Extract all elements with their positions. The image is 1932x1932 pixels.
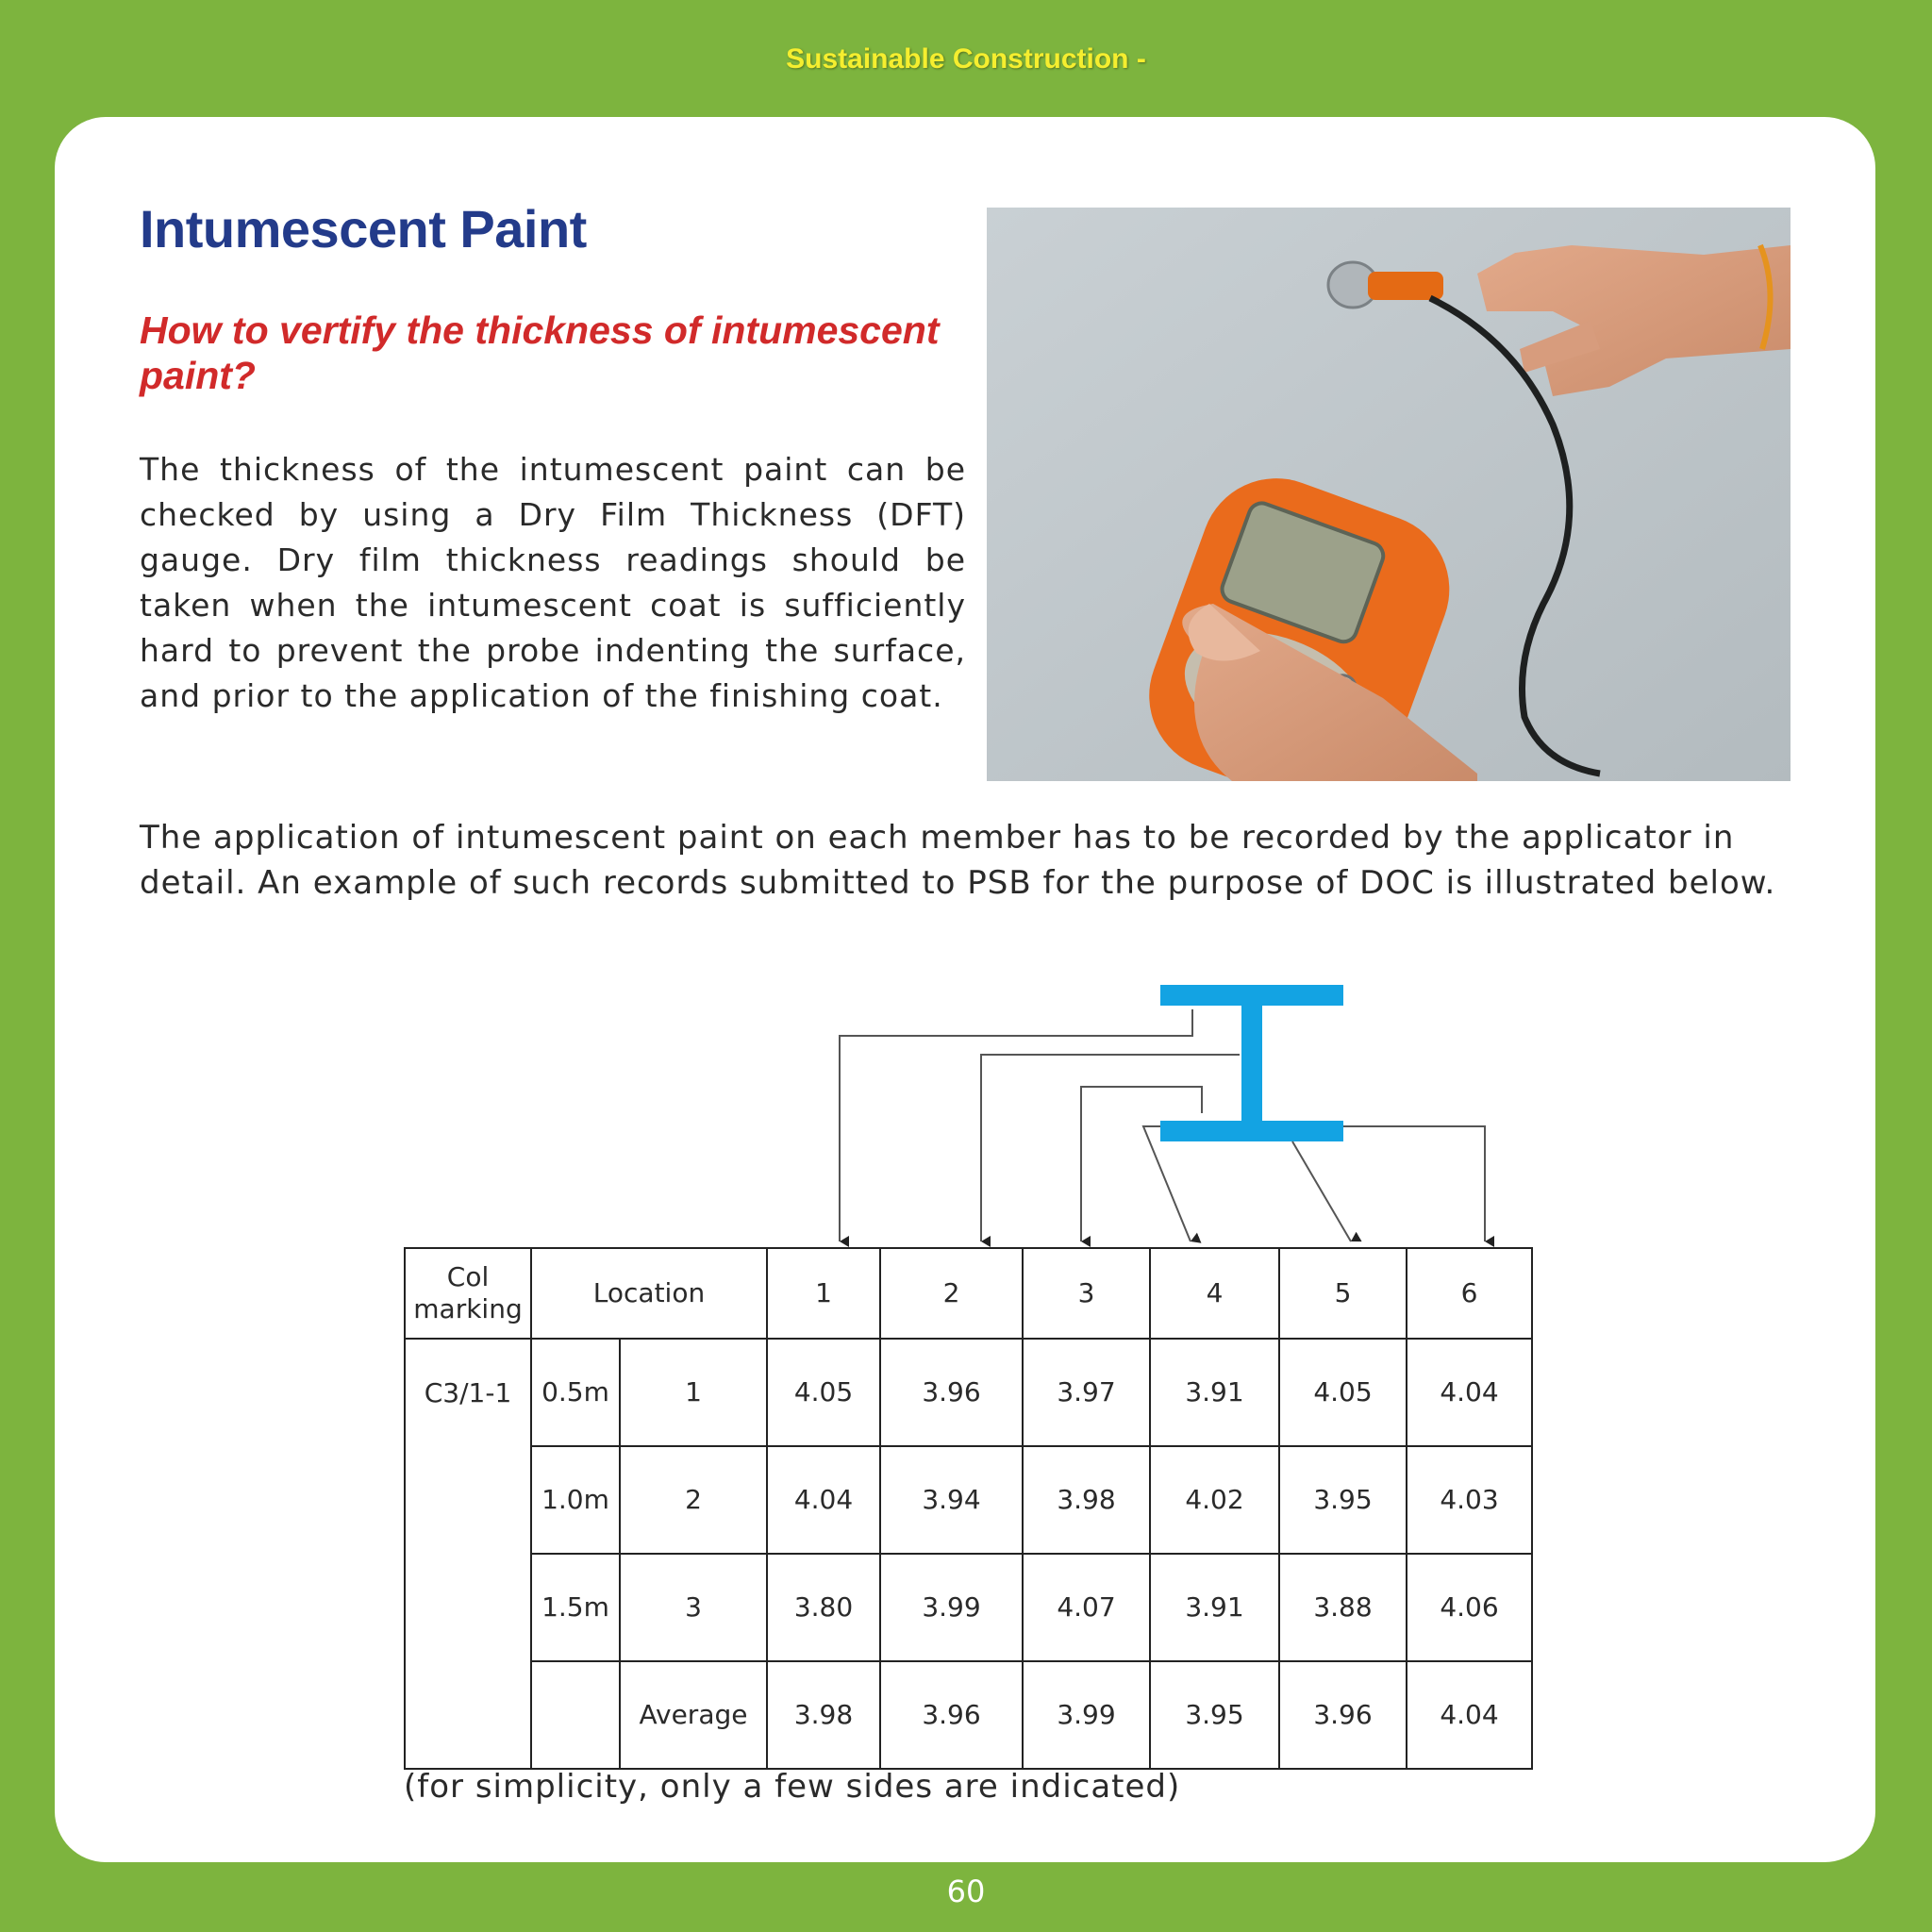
reading-cell: 4.05 <box>1279 1339 1407 1446</box>
col-marking-value: C3/1-1 <box>405 1339 531 1769</box>
reading-cell: 4.02 <box>1150 1446 1279 1554</box>
page-title: Intumescent Paint <box>140 199 587 258</box>
reading-cell: 3.80 <box>767 1554 880 1661</box>
average-cell: 3.96 <box>1279 1661 1407 1769</box>
reading-cell: 3.91 <box>1150 1339 1279 1446</box>
row-number: 1 <box>620 1339 767 1446</box>
header-side-1: 1 <box>767 1248 880 1339</box>
empty-cell <box>531 1661 620 1769</box>
reading-cell: 3.99 <box>880 1554 1023 1661</box>
page-number: 60 <box>946 1874 986 1909</box>
row-number: 3 <box>620 1554 767 1661</box>
table-row <box>405 1446 1532 1554</box>
reading-cell: 4.04 <box>1407 1339 1532 1446</box>
average-cell: 3.99 <box>1023 1661 1150 1769</box>
average-cell: 3.98 <box>767 1661 880 1769</box>
records-paragraph: The application of intumescent paint on each member has to be recorded by the applicator in detail. An example of such records submitted to PSB for the purpose of DOC is illustrated below. <box>140 819 1776 902</box>
header-location: Location <box>531 1248 767 1339</box>
table-average-row <box>405 1661 1532 1769</box>
reading-cell: 3.91 <box>1150 1554 1279 1661</box>
reading-cell: 4.06 <box>1407 1554 1532 1661</box>
intro-paragraph: The thickness of the intumescent paint can be checked by using a Dry Film Thickness (DFT) gauge. Dry film thickness readings should be taken when the intumescent coat is sufficiently hard to prevent the probe indenting the surface, and prior to the application of the finishing coat. <box>140 451 966 714</box>
reading-cell: 3.98 <box>1023 1446 1150 1554</box>
row-height: 1.5m <box>531 1554 620 1661</box>
reading-cell: 4.07 <box>1023 1554 1150 1661</box>
reading-cell: 3.96 <box>880 1339 1023 1446</box>
average-label: Average <box>620 1661 767 1769</box>
reading-cell: 4.04 <box>767 1446 880 1554</box>
reading-cell: 3.94 <box>880 1446 1023 1554</box>
table-row <box>405 1554 1532 1661</box>
table-caption: (for simplicity, only a few sides are indicated) <box>404 1768 1181 1806</box>
row-height: 1.0m <box>531 1446 620 1554</box>
header-col-marking: Col marking <box>405 1248 531 1339</box>
header-side-5: 5 <box>1279 1248 1407 1339</box>
reading-cell: 3.88 <box>1279 1554 1407 1661</box>
average-cell: 4.04 <box>1407 1661 1532 1769</box>
header-side-3: 3 <box>1023 1248 1150 1339</box>
header-side-6: 6 <box>1407 1248 1532 1339</box>
row-height: 0.5m <box>531 1339 620 1446</box>
average-cell: 3.96 <box>880 1661 1023 1769</box>
header-side-2: 2 <box>880 1248 1023 1339</box>
table-header-row <box>405 1248 1532 1339</box>
header-side-4: 4 <box>1150 1248 1279 1339</box>
reading-cell: 4.03 <box>1407 1446 1532 1554</box>
average-cell: 3.95 <box>1150 1661 1279 1769</box>
dft-readings-table <box>404 1247 1533 1770</box>
running-header: Sustainable Construction - <box>786 43 1146 75</box>
reading-cell: 3.95 <box>1279 1446 1407 1554</box>
row-number: 2 <box>620 1446 767 1554</box>
section-subtitle: How to vertify the thickness of intumescent paint? <box>140 308 940 397</box>
dft-gauge-photo <box>987 208 1790 781</box>
reading-cell: 4.05 <box>767 1339 880 1446</box>
table-row <box>405 1339 1532 1446</box>
reading-cell: 3.97 <box>1023 1339 1150 1446</box>
